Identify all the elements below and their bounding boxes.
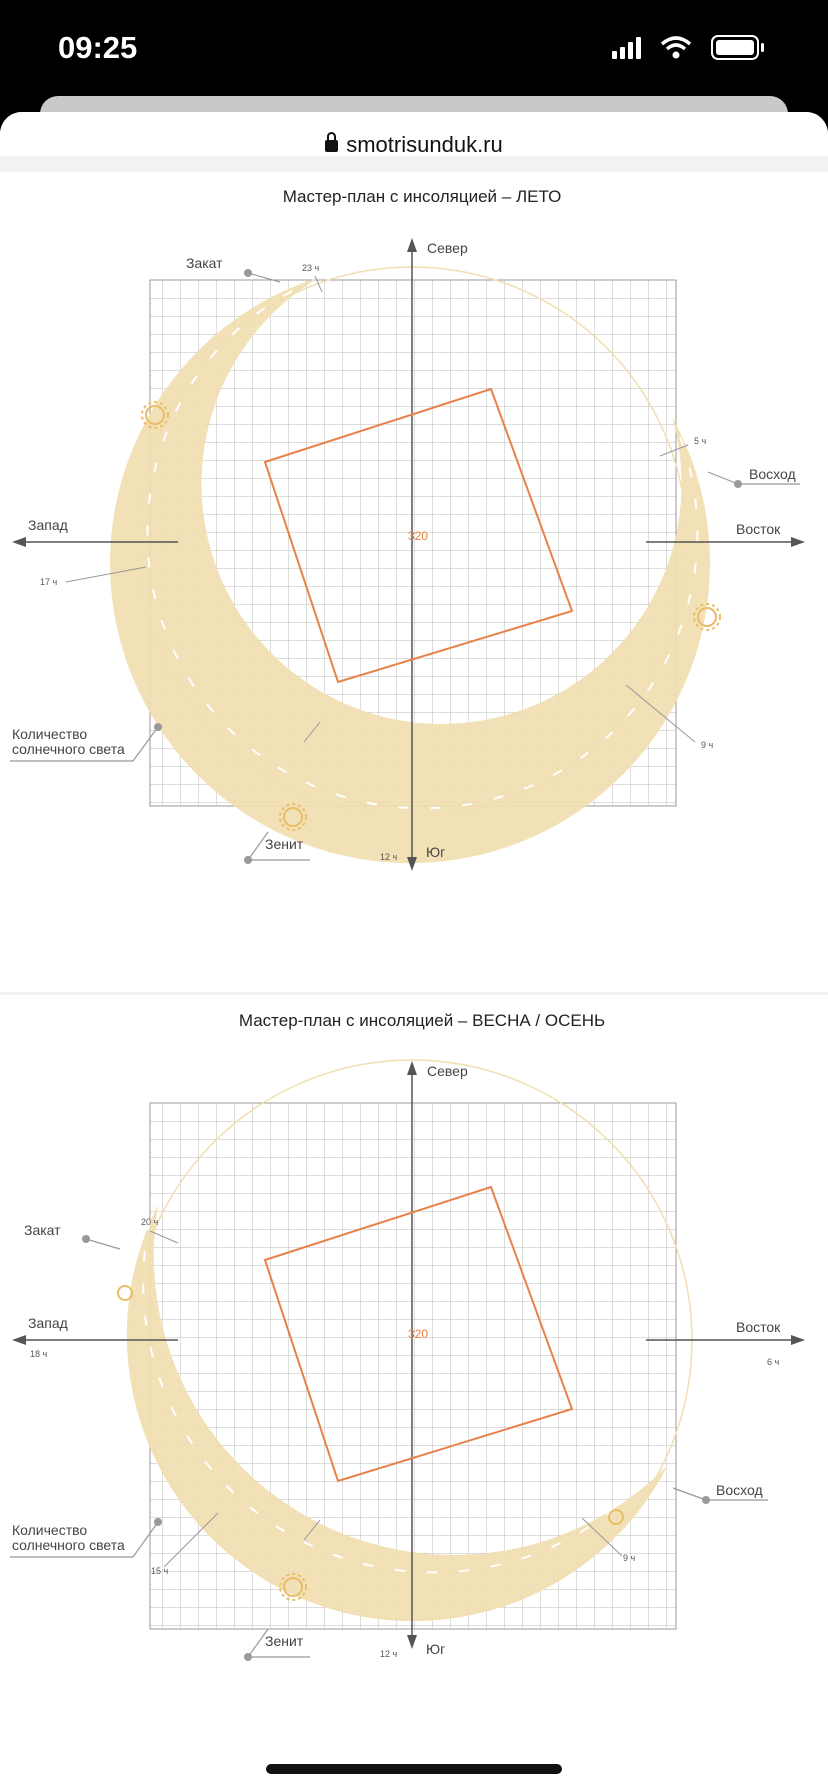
north-arrow [407,1061,417,1075]
zenith-dot [244,856,252,864]
url-bar[interactable] [0,112,828,156]
sunrise-label: Восход [716,1482,763,1498]
hour-label: 12 ч [380,852,398,862]
north-label: Север [427,240,468,256]
hour-label: 17 ч [40,577,58,587]
diagram-title: Мастер-план с инсоляцией – ЛЕТО [282,187,562,206]
summer-diagram-svg [0,172,828,992]
sunlight-label-line2: солнечного света [12,1537,125,1553]
status-icons [612,34,792,64]
sunrise-dot [734,480,742,488]
hour-label: 15 ч [151,1566,169,1576]
east-arrow [791,537,805,547]
west-label: Запад [28,517,68,533]
hour-label: 5 ч [694,436,707,446]
sunlight-dot [154,1518,162,1526]
east-label: Восток [736,1319,781,1335]
browser-sheet [0,112,828,1792]
hour-label: 18 ч [30,1349,48,1359]
home-indicator[interactable] [266,1764,562,1774]
sunlight-dot [154,723,162,731]
hour-label: 9 ч [623,1553,636,1563]
west-arrow [12,1335,26,1345]
clock: 09:25 [58,30,138,65]
sun-icon [694,604,720,630]
battery-icon [712,36,764,59]
sunlight-label-line1: Количество [12,726,88,742]
north-label: Север [427,1063,468,1079]
hour-label: 12 ч [380,1649,398,1659]
south-arrow [407,857,417,871]
west-label: Запад [28,1315,68,1331]
sunrise-label: Восход [749,466,796,482]
west-arrow [12,537,26,547]
sunrise-leader [673,1488,706,1500]
sun-icon [118,1286,132,1300]
spring-autumn-diagram-svg [0,995,828,1792]
south-label: Юг [426,1641,446,1657]
sunrise-dot [702,1496,710,1504]
sunset-label: Закат [24,1222,61,1238]
wifi-icon [662,38,690,59]
signal-icon [612,37,641,59]
sunset-dot [82,1235,90,1243]
sunlight-label-line2: солнечного света [12,741,125,757]
sunrise-leader [708,472,738,484]
east-arrow [791,1335,805,1345]
sunset-label: Закат [186,255,223,271]
diagram-title: Мастер-план с инсоляцией – ВЕСНА / ОСЕНЬ [238,1011,606,1030]
summer-diagram [0,172,828,992]
zenith-dot [244,1653,252,1661]
south-label: Юг [426,844,446,860]
sunset-dot [244,269,252,277]
zenith-label: Зенит [265,1633,304,1649]
hour-label: 6 ч [767,1357,780,1367]
east-label: Восток [736,521,781,537]
building-number: 320 [407,1327,429,1341]
spring-autumn-diagram [0,995,828,1792]
sunset-leader [86,1239,120,1249]
south-arrow [407,1635,417,1649]
url-text[interactable]: smotrisunduk.ru [346,132,503,157]
zenith-label: Зенит [265,836,304,852]
hour-label: 20 ч [141,1217,159,1227]
sunlight-label-line1: Количество [12,1522,88,1538]
status-bar [0,0,828,98]
building-number: 320 [407,529,429,543]
hour-label: 23 ч [302,263,320,273]
lock-icon [325,140,338,152]
north-arrow [407,238,417,252]
hour-label: 9 ч [701,740,714,750]
